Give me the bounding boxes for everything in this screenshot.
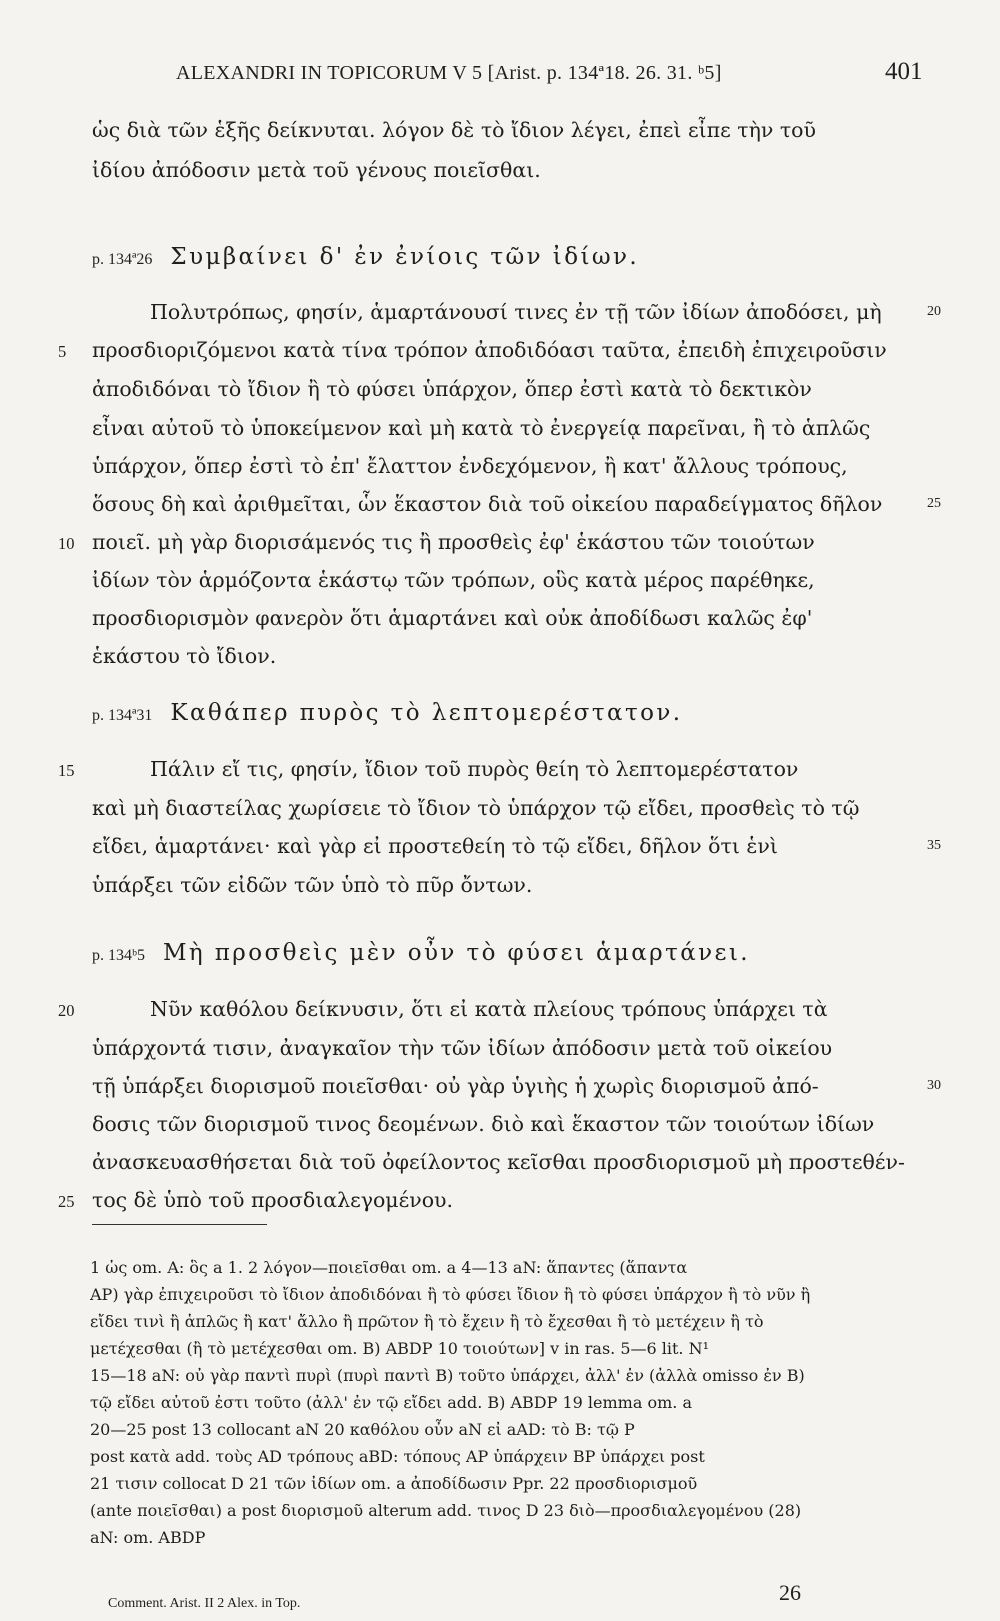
apparatus-line: 21 τισιν collocat D 21 τῶν ἰδίων om. a ἀποδίδωσιν Ppr. 22 προσδιορισμοῦ [90, 1474, 698, 1493]
text-line: τος δὲ ὑπὸ τοῦ προσδιαλεγομένου. [92, 1188, 454, 1212]
lemma [92, 700, 682, 726]
apparatus-line: 20—25 post 13 collocant aN 20 καθόλου οὖν aN εἰ aAD: τὸ B: τῷ P [90, 1420, 635, 1439]
text-line: ὡς διὰ τῶν ἑξῆς δείκνυται. λόγον δὲ τὸ ἴδιον λέγει, ἐπεὶ εἶπε τὴν τοῦ [92, 118, 816, 142]
lemma-reference: p. 134ª26 [92, 251, 153, 268]
lemma-text: Συμβαίνει δ' ἐν ἐνίοις τῶν ἰδίων. [170, 244, 640, 270]
text-line: ὅσους δὴ καὶ ἀριθμεῖται, ὧν ἕκαστον διὰ τοῦ οἰκείου παραδείγματος δῆλον [92, 492, 883, 516]
footer-series: Comment. Arist. II 2 Alex. in Top. [108, 1596, 301, 1611]
apparatus-line: aN: om. ABDP [90, 1528, 206, 1547]
lemma [92, 244, 639, 270]
text-line: δοσις τῶν διορισμοῦ τινος δεομένων. διὸ καὶ ἕκαστον τῶν τοιούτων ἰδίων [92, 1112, 875, 1136]
text-line: Πολυτρόπως, φησίν, ἁμαρτάνουσί τινες ἐν τῇ τῶν ἰδίων ἀποδόσει, μὴ [150, 300, 882, 324]
line-number: 20 [58, 1001, 75, 1020]
text-line: Νῦν καθόλου δείκνυσιν, ὅτι εἰ κατὰ πλείους τρόπους ὑπάρχει τὰ [150, 997, 828, 1021]
text-line: Πάλιν εἴ τις, φησίν, ἴδιον τοῦ πυρὸς θείη τὸ λεπτομερέστατον [150, 757, 799, 781]
text-line: ποιεῖ. μὴ γὰρ διορισάμενός τις ἢ προσθεὶς ἐφ' ἑκάστου τῶν τοιούτων [92, 530, 815, 554]
text-line: τῇ ὑπάρξει διορισμοῦ ποιεῖσθαι· οὐ γὰρ ὑγιὴς ἡ χωρὶς διορισμοῦ ἀπό- [92, 1074, 819, 1098]
line-number: 10 [58, 534, 75, 553]
text-line: ἰδίων τὸν ἁρμόζοντα ἑκάστῳ τῶν τρόπων, οὓς κατὰ μέρος παρέθηκε, [92, 568, 815, 592]
bekker-number: 30 [927, 1078, 941, 1093]
text-line: ἑκάστου τὸ ἴδιον. [92, 644, 277, 668]
lemma-text: Καθάπερ πυρὸς τὸ λεπτομερέστατον. [170, 700, 683, 726]
footnote-rule [92, 1224, 267, 1225]
line-number: 25 [58, 1192, 75, 1211]
apparatus-line: post κατὰ add. τοὺς AD τρόπους aBD: τόπους AP ὑπάρχειν BP ὑπάρχει post [90, 1447, 705, 1466]
signature-mark: 26 [779, 1580, 801, 1605]
apparatus-line: εἴδει τινὶ ἢ ἁπλῶς ἢ κατ' ἄλλο ἢ πρῶτον ἢ τὸ ἔχειν ἢ τὸ ἔχεσθαι ἢ τὸ μετέχειν ἢ τὸ [90, 1312, 764, 1331]
bekker-number: 20 [927, 304, 941, 319]
text-line: ἰδίου ἀπόδοσιν μετὰ τοῦ γένους ποιεῖσθαι. [92, 158, 541, 182]
page-number: 401 [885, 58, 923, 85]
lemma [92, 940, 750, 966]
text-line: ὑπάρξει τῶν εἰδῶν τῶν ὑπὸ τὸ πῦρ ὄντων. [92, 873, 533, 897]
apparatus-line: τῷ εἴδει αὐτοῦ ἐστι τοῦτο (ἀλλ' ἐν τῷ εἴδει add. B) ABDP 19 lemma om. a [90, 1393, 692, 1412]
text-line: ὑπάρχοντά τισιν, ἀναγκαῖον τὴν τῶν ἰδίων ἀπόδοσιν μετὰ τοῦ οἰκείου [92, 1036, 833, 1060]
text-line: εἶναι αὐτοῦ τὸ ὑποκείμενον καὶ μὴ κατὰ τὸ ἐνεργείᾳ παρεῖναι, ἢ τὸ ἁπλῶς [92, 416, 871, 440]
bekker-number: 25 [927, 496, 941, 511]
lemma-reference: p. 134ª31 [92, 707, 153, 724]
text-line: καὶ μὴ διαστείλας χωρίσειε τὸ ἴδιον τὸ ὑπάρχον τῷ εἴδει, προσθεὶς τὸ τῷ [92, 796, 860, 820]
apparatus-line: μετέχεσθαι (ἢ τὸ μετέχεσθαι om. B) ABDP 10 τοιούτων] v in ras. 5—6 lit. N¹ [90, 1339, 710, 1358]
lemma-reference: p. 134ᵇ5 [92, 947, 145, 964]
apparatus-line: (ante ποιεῖσθαι) a post διορισμοῦ alterum add. τινος D 23 διὸ—προσδιαλεγομένου (28) [90, 1501, 802, 1520]
apparatus-line: AP) γὰρ ἐπιχειροῦσι τὸ ἴδιον ἀποδιδόναι ἢ τὸ φύσει ἴδιον ἢ τὸ φύσει ὑπάρχον ἢ τὸ νῦν ἢ [90, 1285, 811, 1304]
line-number: 15 [58, 761, 75, 780]
text-line: ὑπάρχον, ὅπερ ἐστὶ τὸ ἐπ' ἔλαττον ἐνδεχόμενον, ἢ κατ' ἄλλους τρόπους, [92, 454, 848, 478]
text-line: ἀνασκευασθήσεται διὰ τοῦ ὀφείλοντος κεῖσθαι προσδιορισμοῦ μὴ προστεθέν- [92, 1150, 905, 1174]
line-number: 5 [58, 342, 67, 361]
text-line: ἀποδιδόναι τὸ ἴδιον ἢ τὸ φύσει ὑπάρχον, ὅπερ ἐστὶ κατὰ τὸ δεκτικὸν [92, 377, 812, 401]
text-line: εἴδει, ἁμαρτάνει· καὶ γὰρ εἰ προστεθείη τὸ τῷ εἴδει, δῆλον ὅτι ἑνὶ [92, 834, 778, 858]
lemma-text: Μὴ προσθεὶς μὲν οὖν τὸ φύσει ἁμαρτάνει. [162, 940, 750, 966]
apparatus-line: 1 ὡς om. A: ὃς a 1. 2 λόγον—ποιεῖσθαι om. a 4—13 aN: ἅπαντες (ἅπαντα [90, 1258, 688, 1277]
bekker-number: 35 [927, 838, 941, 853]
text-line: προσδιορισμὸν φανερὸν ὅτι ἁμαρτάνει καὶ οὐκ ἀποδίδωσι καλῶς ἐφ' [92, 606, 813, 630]
apparatus-line: 15—18 aN: οὐ γὰρ παντὶ πυρὶ (πυρὶ παντὶ B) τοῦτο ὑπάρχει, ἀλλ' ἐν (ἀλλὰ omisso ἐν B) [90, 1366, 805, 1385]
text-line: προσδιοριζόμενοι κατὰ τίνα τρόπον ἀποδιδόασι ταῦτα, ἐπειδὴ ἐπιχειροῦσιν [92, 338, 887, 362]
running-header: ALEXANDRI IN TOPICORUM V 5 [Arist. p. 134ª18. 26. 31. ᵇ5] [176, 62, 722, 84]
